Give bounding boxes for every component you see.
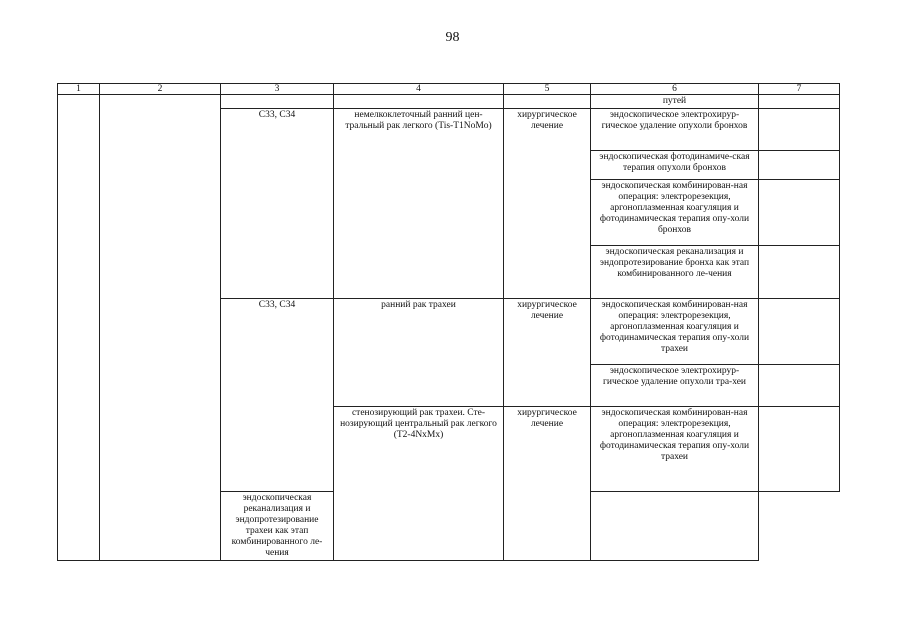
cell-col-4 — [334, 95, 504, 109]
medical-procedures-table — [57, 83, 840, 561]
cell-col-6: эндоскопическая комбинирован-ная операция: электрорезекция, аргоноплазменная коагуляция и фотодинамическая терапия опу-холи трахеи — [591, 407, 759, 492]
cell-col-7 — [759, 180, 840, 246]
cell-col-1 — [58, 95, 100, 561]
cell-col-7 — [759, 407, 840, 492]
cell-col-5: хирургическое лечение — [504, 109, 591, 299]
cell-col-7 — [759, 109, 840, 151]
cell-col-6: путей — [591, 95, 759, 109]
cell-col-6: эндоскопическая реканализация и эндопротезирование бронха как этап комбинированного ле-чения — [591, 246, 759, 299]
cell-col-7 — [759, 95, 840, 109]
column-header: 3 — [221, 84, 334, 95]
cell-col-5 — [504, 95, 591, 109]
cell-col-6: эндоскопическая комбинирован-ная операция: электрорезекция, аргоноплазменная коагуляция и фотодинамическая терапия опу-холи трахеи — [591, 299, 759, 365]
table-row — [58, 95, 840, 109]
cell-col-6: эндоскопическая комбинирован-ная операция: электрорезекция, аргоноплазменная коагуляция и фотодинамическая терапия опу-холи бронхов — [591, 180, 759, 246]
cell-col-4: немелкоклеточный ранний цен-тральный рак легкого (Tis-T1NoMo) — [334, 109, 504, 299]
cell-col-6: эндоскопическая фотодинамиче-ская терапия опухоли бронхов — [591, 151, 759, 180]
cell-col-7 — [759, 365, 840, 407]
cell-col-3 — [221, 95, 334, 109]
cell-col-7 — [591, 492, 759, 561]
cell-col-2 — [100, 95, 221, 561]
cell-col-4: ранний рак трахеи — [334, 299, 504, 407]
cell-col-6: эндоскопическое электрохирур-гическое удаление опухоли бронхов — [591, 109, 759, 151]
cell-col-7 — [759, 299, 840, 365]
page-number: 98 — [445, 30, 460, 45]
column-header: 2 — [100, 84, 221, 95]
cell-col-4: стенозирующий рак трахеи. Сте-нозирующий центральный рак легкого (T2-4NxMx) — [334, 407, 504, 561]
column-header: 7 — [759, 84, 840, 95]
column-header: 1 — [58, 84, 100, 95]
cell-col-6: эндоскопическое электрохирур-гическое удаление опухоли тра-хеи — [591, 365, 759, 407]
cell-col-7 — [759, 151, 840, 180]
column-header: 5 — [504, 84, 591, 95]
cell-col-3: C33, C34 — [221, 109, 334, 299]
cell-col-3: C33, C34 — [221, 299, 334, 492]
column-header: 4 — [334, 84, 504, 95]
cell-col-5: хирургическое лечение — [504, 299, 591, 407]
cell-col-6: эндоскопическая реканализация и эндопротезирование трахеи как этап комбинированного ле-чения — [221, 492, 334, 561]
column-header: 6 — [591, 84, 759, 95]
column-number-row — [58, 84, 840, 95]
cell-col-7 — [759, 246, 840, 299]
cell-col-5: хирургическое лечение — [504, 407, 591, 561]
